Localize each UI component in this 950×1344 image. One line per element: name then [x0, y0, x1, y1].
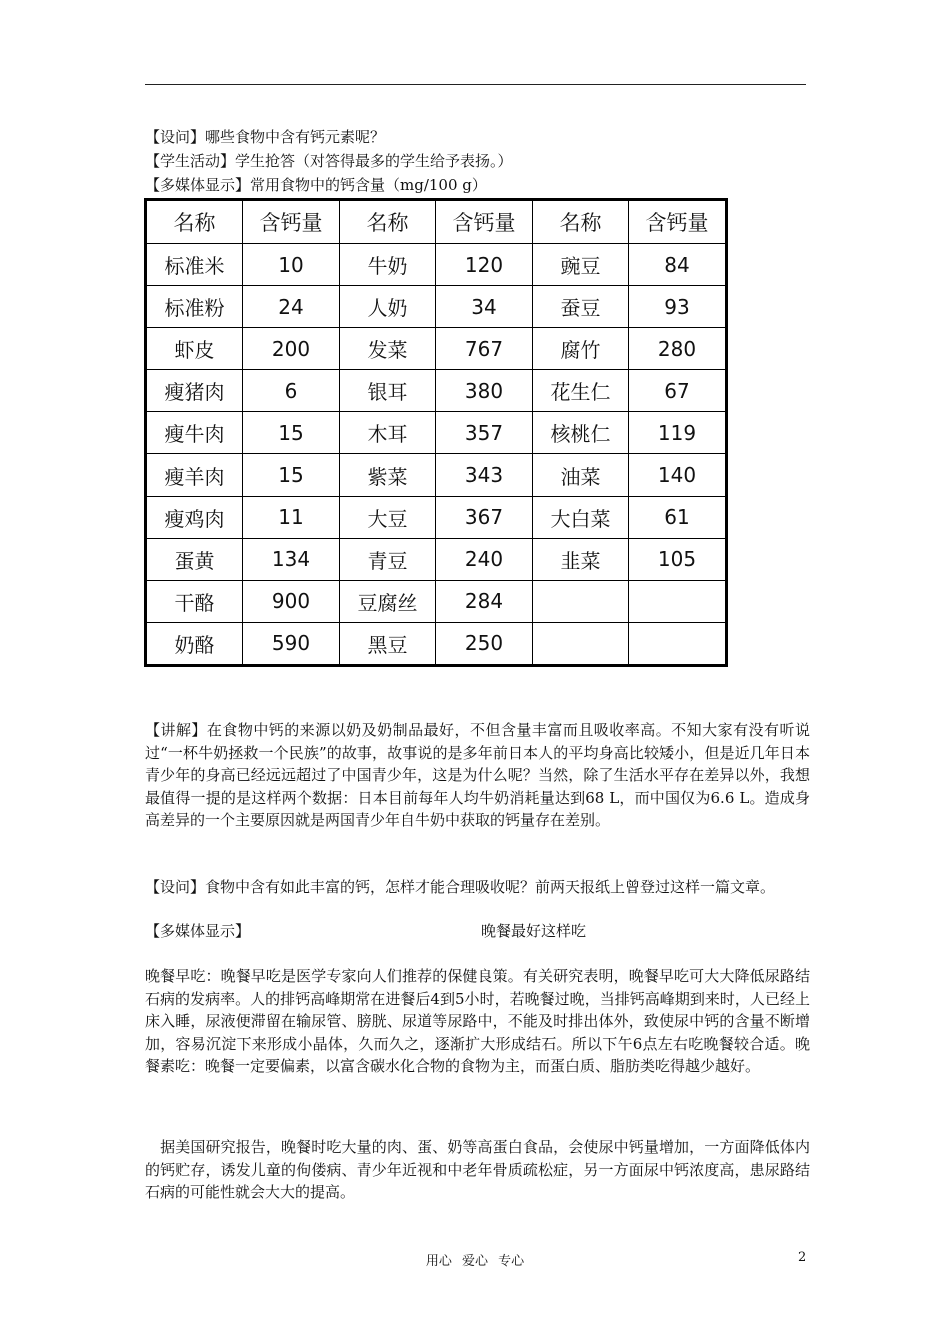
footer-motto: 用心 爱心 专心 [425, 1254, 525, 1269]
table-row [146, 454, 727, 496]
food-name-cell: 蚕豆 [533, 286, 629, 328]
calcium-value-cell: 280 [629, 328, 727, 370]
food-name-cell: 虾皮 [146, 328, 243, 370]
food-name-cell: 瘦羊肉 [146, 454, 243, 496]
calcium-value-cell: 15 [243, 412, 340, 454]
food-name-cell: 干酪 [146, 580, 243, 622]
calcium-value-cell: 61 [629, 496, 727, 538]
calcium-value-cell: 10 [243, 244, 340, 286]
media-display-line-2 [145, 920, 810, 942]
food-name-cell: 奶酪 [146, 622, 243, 665]
table-row [146, 580, 727, 622]
food-name-cell: 紫菜 [340, 454, 436, 496]
food-name-cell [533, 622, 629, 665]
calcium-value-cell: 120 [436, 244, 533, 286]
table-row [146, 496, 727, 538]
food-name-cell: 标准米 [146, 244, 243, 286]
food-name-cell: 标准粉 [146, 286, 243, 328]
table-header-row [146, 200, 727, 244]
food-name-cell: 木耳 [340, 412, 436, 454]
calcium-value-cell: 357 [436, 412, 533, 454]
calcium-value-cell: 343 [436, 454, 533, 496]
food-name-cell: 大豆 [340, 496, 436, 538]
calcium-value-cell: 15 [243, 454, 340, 496]
calcium-value-cell: 119 [629, 412, 727, 454]
table-header-cell: 含钙量 [629, 200, 727, 244]
student-activity-line: 【学生活动】学生抢答（对答得最多的学生给予表扬。） [145, 152, 513, 170]
page-number: 2 [798, 1250, 807, 1265]
calcium-value-cell: 767 [436, 328, 533, 370]
food-name-cell: 油菜 [533, 454, 629, 496]
food-name-cell: 黑豆 [340, 622, 436, 665]
article-paragraph-1: 晚餐早吃：晚餐早吃是医学专家向人们推荐的保健良策。有关研究表明，晚餐早吃可大大降低尿路结石病的发病率。人的排钙高峰期常在进餐后4到5小时，若晚餐过晚，当排钙高峰期到来时，人已经上床入睡，尿液便滞留在输尿管、膀胱、尿道等尿路中，不能及时排出体外，致使尿中钙的含量不断增加，容易沉淀下来形成小晶体，久而久之，逐渐扩大形成结石。所以下午6点左右吃晚餐较合适。晚餐素吃：晚餐一定要偏素，以富含碳水化合物的食物为主，而蛋白质、脂肪类吃得越少越好。 [145, 967, 810, 1076]
calcium-value-cell [629, 580, 727, 622]
food-name-cell: 豆腐丝 [340, 580, 436, 622]
table-row [146, 622, 727, 665]
calcium-value-cell: 11 [243, 496, 340, 538]
calcium-value-cell: 590 [243, 622, 340, 665]
food-name-cell: 花生仁 [533, 370, 629, 412]
table-header-cell: 名称 [340, 200, 436, 244]
calcium-value-cell: 134 [243, 538, 340, 580]
calcium-value-cell: 34 [436, 286, 533, 328]
explanation-paragraph: 【讲解】在食物中钙的来源以奶及奶制品最好，不但含量丰富而且吸收率高。不知大家有没有听说过“一杯牛奶拯救一个民族”的故事，故事说的是多年前日本人的平均身高比较矮小，但是近几年日本青少年的身高已经远远超过了中国青少年，这是为什么呢？当然，除了生活水平存在差异以外，我想最值得一提的是这样两个数据：日本目前每年人均牛奶消耗量达到68 L，而中国仅为6.6 L。造成身高差异的一个主要原因就是两国青少年自牛奶中获取的钙量存在差别。 [145, 721, 810, 830]
table-row [146, 538, 727, 580]
media-display-label: 【多媒体显示】 [145, 922, 251, 940]
food-name-cell: 核桃仁 [533, 412, 629, 454]
food-name-cell: 豌豆 [533, 244, 629, 286]
food-name-cell: 青豆 [340, 538, 436, 580]
food-name-cell: 人奶 [340, 286, 436, 328]
calcium-value-cell: 200 [243, 328, 340, 370]
food-name-cell: 大白菜 [533, 496, 629, 538]
header-rule [145, 84, 806, 85]
question-line-1: 【设问】哪些食物中含有钙元素呢？ [145, 128, 386, 146]
calcium-value-cell: 93 [629, 286, 727, 328]
article-paragraph-2: 据美国研究报告，晚餐时吃大量的肉、蛋、奶等高蛋白食品，会使尿中钙量增加，一方面降低体内的钙贮存，诱发儿童的佝偻病、青少年近视和中老年骨质疏松症，另一方面尿中钙浓度高，患尿路结石病的可能性就会大大的提高。 [145, 1138, 810, 1202]
food-name-cell: 发菜 [340, 328, 436, 370]
table-header-cell: 含钙量 [243, 200, 340, 244]
media-display-line-1: 【多媒体显示】常用食物中的钙含量（mg/100 g） [145, 176, 487, 194]
food-name-cell: 瘦鸡肉 [146, 496, 243, 538]
food-name-cell: 腐竹 [533, 328, 629, 370]
calcium-value-cell: 900 [243, 580, 340, 622]
calcium-value-cell: 284 [436, 580, 533, 622]
calcium-value-cell: 105 [629, 538, 727, 580]
table-row [146, 244, 727, 286]
table-header-cell: 名称 [146, 200, 243, 244]
calcium-value-cell: 240 [436, 538, 533, 580]
food-name-cell: 韭菜 [533, 538, 629, 580]
table-header-cell: 含钙量 [436, 200, 533, 244]
calcium-value-cell: 250 [436, 622, 533, 665]
article-title: 晚餐最好这样吃 [481, 922, 587, 940]
question-paragraph-2: 【设问】食物中含有如此丰富的钙，怎样才能合理吸收呢？前两天报纸上曾登过这样一篇文章。 [145, 878, 776, 896]
calcium-value-cell [629, 622, 727, 665]
table-header-cell: 名称 [533, 200, 629, 244]
calcium-content-table [144, 198, 728, 667]
calcium-value-cell: 84 [629, 244, 727, 286]
calcium-value-cell: 24 [243, 286, 340, 328]
table-row [146, 370, 727, 412]
food-name-cell: 牛奶 [340, 244, 436, 286]
table-row [146, 328, 727, 370]
food-name-cell: 瘦猪肉 [146, 370, 243, 412]
calcium-value-cell: 140 [629, 454, 727, 496]
table-row [146, 286, 727, 328]
calcium-value-cell: 67 [629, 370, 727, 412]
food-name-cell: 银耳 [340, 370, 436, 412]
food-name-cell: 瘦牛肉 [146, 412, 243, 454]
calcium-value-cell: 380 [436, 370, 533, 412]
calcium-value-cell: 6 [243, 370, 340, 412]
food-name-cell: 蛋黄 [146, 538, 243, 580]
calcium-value-cell: 367 [436, 496, 533, 538]
food-name-cell [533, 580, 629, 622]
table-row [146, 412, 727, 454]
